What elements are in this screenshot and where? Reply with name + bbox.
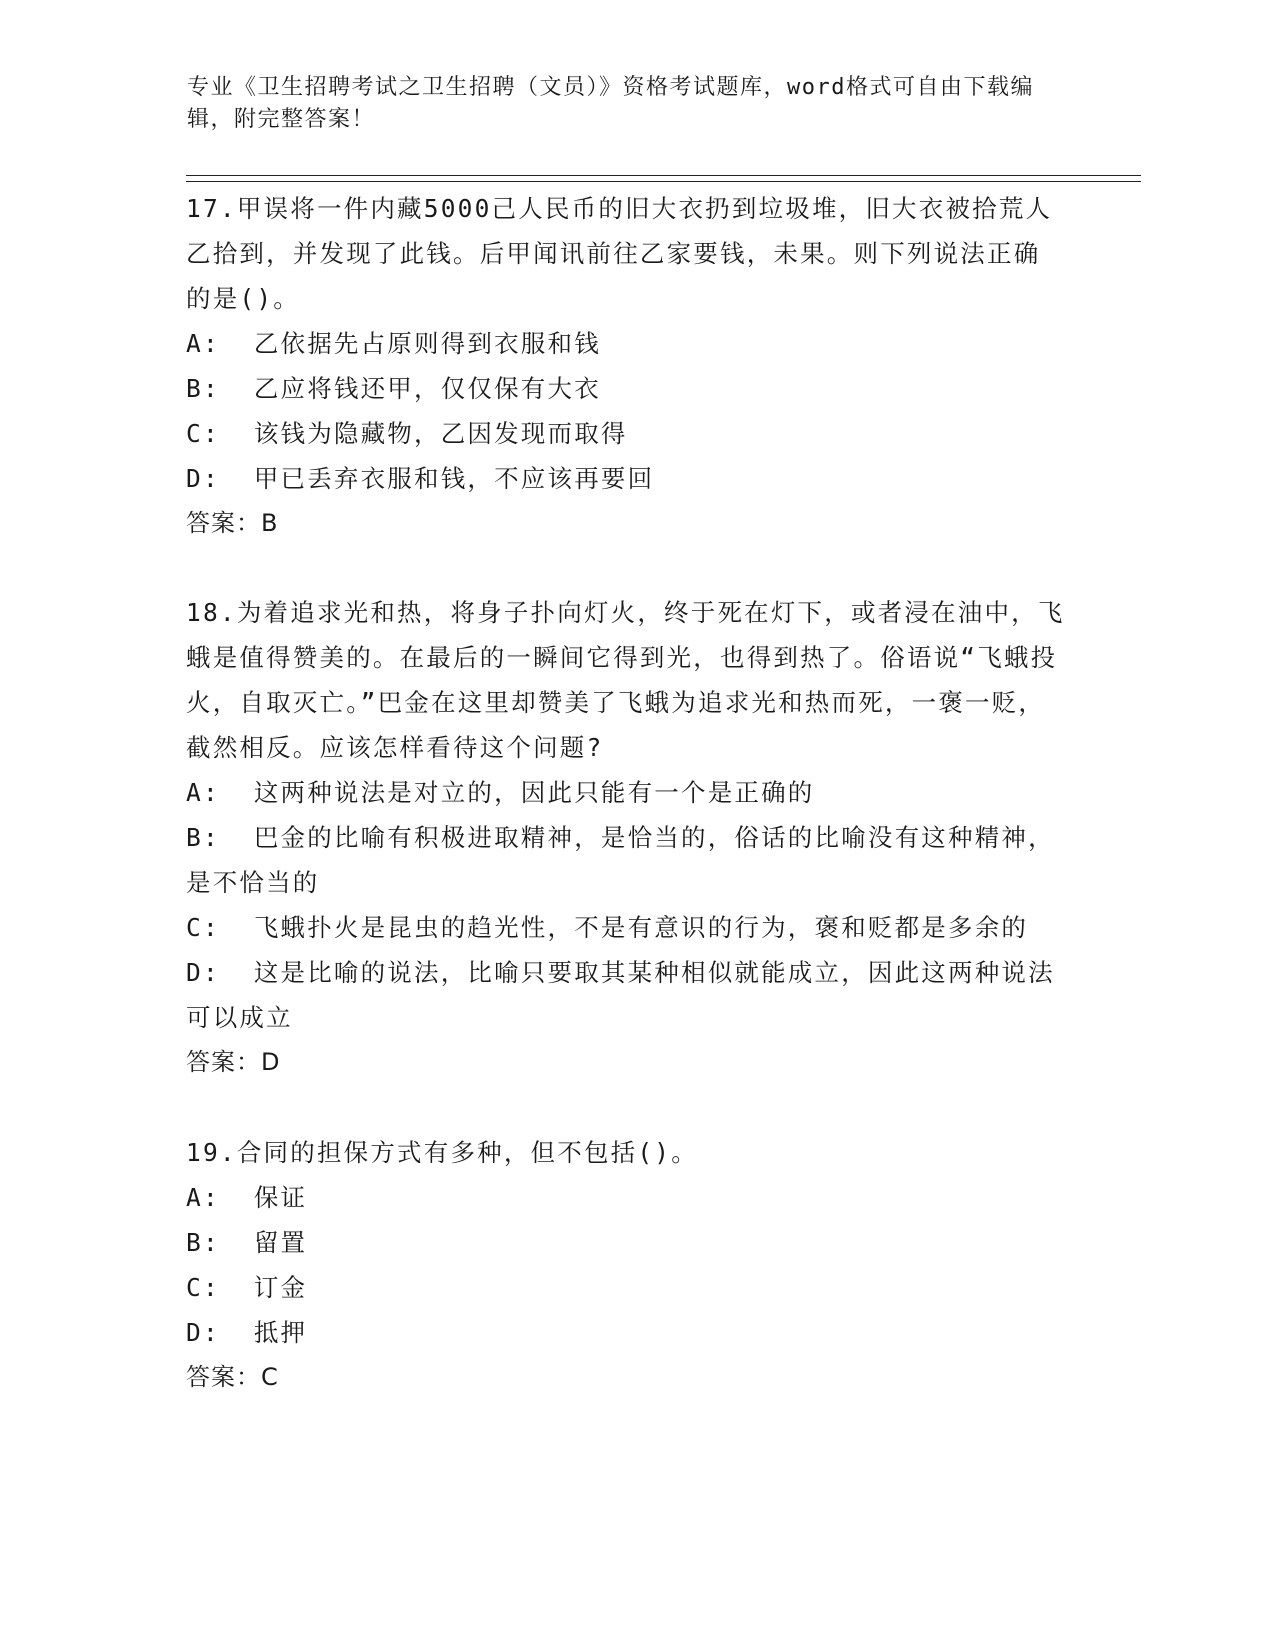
option-b: B: 乙应将钱还甲，仅仅保有大衣 xyxy=(186,374,601,403)
answer-line xyxy=(186,1040,1066,1085)
answer-value: D xyxy=(261,1048,281,1076)
answer-label: 答案： xyxy=(186,1048,261,1076)
option-a: A: 保证 xyxy=(186,1183,308,1212)
option-label: A xyxy=(186,329,203,358)
answer-label: 答案： xyxy=(186,1363,261,1391)
option-text: 保证 xyxy=(253,1183,308,1212)
option-a: A: 这两种说法是对立的，因此只能有一个是正确的 xyxy=(186,778,815,807)
option-label: B xyxy=(186,374,203,403)
option-text: 订金 xyxy=(253,1273,308,1302)
option-c: C: 该钱为隐藏物，乙因发现而取得 xyxy=(186,419,628,448)
header-divider-bottom xyxy=(186,181,1141,182)
option-text: 甲已丢弃衣服和钱，不应该再要回 xyxy=(253,464,655,493)
option-d: D: 这是比喻的说法，比喻只要取其某种相似就能成立，因此这两种说法可以成立 xyxy=(186,958,1055,1032)
answer-line xyxy=(186,501,1066,546)
question-17 xyxy=(186,186,1066,546)
document-header xyxy=(187,72,1057,136)
option-label: C xyxy=(186,913,203,942)
option-c: C: 飞蛾扑火是昆虫的趋光性，不是有意识的行为，褒和贬都是多余的 xyxy=(186,913,1029,942)
option-label: C xyxy=(186,1273,203,1302)
header-text: 专业《卫生招聘考试之卫生招聘（文员）》资格考试题库，word格式可自由下载编辑，附完整答案！ xyxy=(187,75,1034,132)
answer-value: C xyxy=(261,1363,279,1391)
option-d: D: 甲已丢弃衣服和钱，不应该再要回 xyxy=(186,464,655,493)
question-stem: 19.合同的担保方式有多种，但不包括()。 xyxy=(186,1138,698,1167)
option-label: D xyxy=(186,1318,203,1347)
option-label: A xyxy=(186,778,203,807)
option-text: 巴金的比喻有积极进取精神，是恰当的，俗话的比喻没有这种精神，是不恰当的 xyxy=(186,823,1055,897)
option-label: A xyxy=(186,1183,203,1212)
question-stem: 17.甲误将一件内藏5000己人民币的旧大衣扔到垃圾堆，旧大衣被拾荒人乙拾到，并发现了此钱。后甲闻讯前往乙家要钱，未果。则下列说法正确的是()。 xyxy=(186,194,1053,313)
option-label: D xyxy=(186,464,203,493)
option-b: B: 留置 xyxy=(186,1228,308,1257)
option-label: B xyxy=(186,1228,203,1257)
option-b: B: 巴金的比喻有积极进取精神，是恰当的，俗话的比喻没有这种精神，是不恰当的 xyxy=(186,823,1055,897)
option-text: 乙依据先占原则得到衣服和钱 xyxy=(253,329,601,358)
option-label: B xyxy=(186,823,203,852)
question-18 xyxy=(186,590,1066,1085)
option-c: C: 订金 xyxy=(186,1273,308,1302)
question-stem: 18.为着追求光和热，将身子扑向灯火，终于死在灯下，或者浸在油中，飞蛾是值得赞美的。在最后的一瞬间它得到光，也得到热了。俗语说“飞蛾投火，自取灭亡。”巴金在这里却赞美了飞蛾为追求光和热而死，一褒一贬，截然相反。应该怎样看待这个问题? xyxy=(186,598,1065,762)
option-text: 抵押 xyxy=(253,1318,308,1347)
option-label: D xyxy=(186,958,203,987)
option-text: 这是比喻的说法，比喻只要取其某种相似就能成立，因此这两种说法可以成立 xyxy=(186,958,1055,1032)
answer-line xyxy=(186,1355,1066,1400)
question-19 xyxy=(186,1130,1066,1400)
answer-value: B xyxy=(261,509,279,537)
option-text: 留置 xyxy=(253,1228,308,1257)
option-d: D: 抵押 xyxy=(186,1318,308,1347)
option-label: C xyxy=(186,419,203,448)
option-a: A: 乙依据先占原则得到衣服和钱 xyxy=(186,329,601,358)
option-text: 乙应将钱还甲，仅仅保有大衣 xyxy=(253,374,601,403)
option-text: 该钱为隐藏物，乙因发现而取得 xyxy=(253,419,628,448)
option-text: 飞蛾扑火是昆虫的趋光性，不是有意识的行为，褒和贬都是多余的 xyxy=(253,913,1029,942)
option-text: 这两种说法是对立的，因此只能有一个是正确的 xyxy=(253,778,815,807)
answer-label: 答案： xyxy=(186,509,261,537)
header-divider-top xyxy=(186,175,1141,176)
